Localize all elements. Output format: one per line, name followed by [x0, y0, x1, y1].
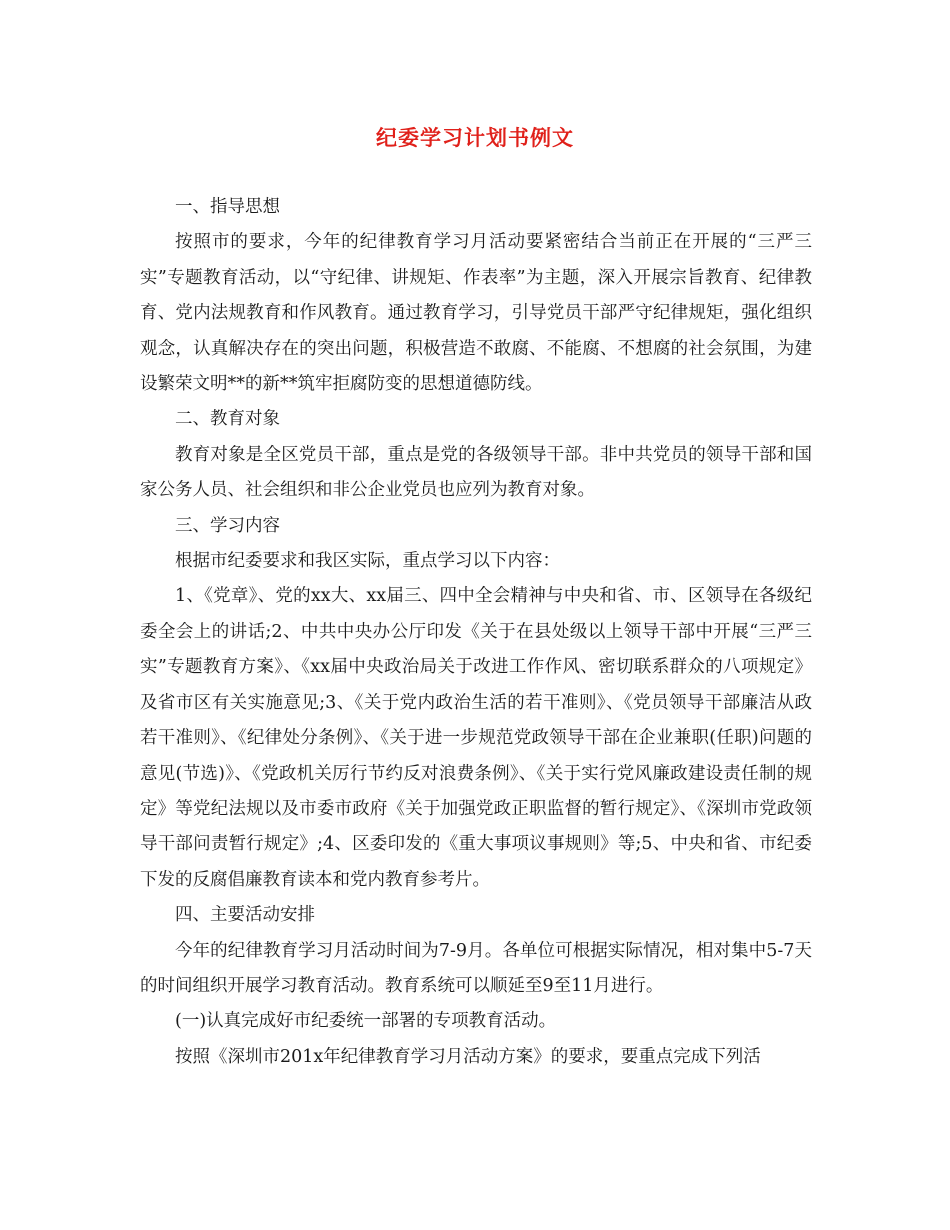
paragraph: 1、《党章》、党的xx大、xx届三、四中全会精神与中央和省、市、区领导在各级纪委全会上的讲话;2、中共中央办公厅印发《关于在县处级以上领导干部中开展“三严三实”专题教育方案》、《xx届中央政治局关于改进工作作风、密切联系群众的八项规定》及省市区有关实施意见;3、《关于党内政治生活的若干准则》、《党员领导干部廉洁从政若干准则》、《纪律处分条例》、《关于进一步规范党政领导干部在企业兼职(任职)问题的意见(节选)》、《党政机关厉行节约反对浪费条例》、《关于实行党风廉政建设责任制的规定》等党纪法规以及市委市政府《关于加强党政正职监督的暂行规定》、《深圳市党政领导干部问责暂行规定》;4、区委印发的《重大事项议事规则》等;5、中央和省、市纪委下发的反腐倡廉教育读本和党内教育参考片。: [140, 586, 812, 890]
section-heading: 三、学习内容: [175, 515, 280, 536]
paragraph: 根据市纪委要求和我区实际，重点学习以下内容：: [175, 551, 560, 572]
document-title: 纪委学习计划书例文: [376, 126, 574, 150]
paragraph: 教育对象是全区党员干部，重点是党的各级领导干部。非中共党员的领导干部和国家公务人员、社会组织和非公企业党员也应列为教育对象。: [140, 444, 812, 501]
document-body: [140, 190, 812, 1075]
section-heading: 四、主要活动安排: [175, 905, 315, 926]
section-heading: 一、指导思想: [175, 197, 280, 217]
section-heading: 二、教育对象: [175, 409, 280, 430]
paragraph: 按照市的要求，今年的纪律教育学习月活动要紧密结合当前正在开展的“三严三实”专题教育活动，以“守纪律、讲规矩、作表率”为主题，深入开展宗旨教育、纪律教育、党内法规教育和作风教育。通过教育学习，引导党员干部严守纪律规矩，强化组织观念，认真解决存在的突出问题，积极营造不敢腐、不能腐、不想腐的社会氛围，为建设繁荣文明**的新**筑牢拒腐防变的思想道德防线。: [140, 232, 812, 395]
subsection-heading: (一)认真完成好市纪委统一部署的专项教育活动。: [175, 1011, 557, 1032]
paragraph: 今年的纪律教育学习月活动时间为7-9月。各单位可根据实际情况，相对集中5-7天的时间组织开展学习教育活动。教育系统可以顺延至9至11月进行。: [140, 940, 812, 996]
paragraph: 按照《深圳市201x年纪律教育学习月活动方案》的要求，要重点完成下列活: [175, 1046, 761, 1067]
